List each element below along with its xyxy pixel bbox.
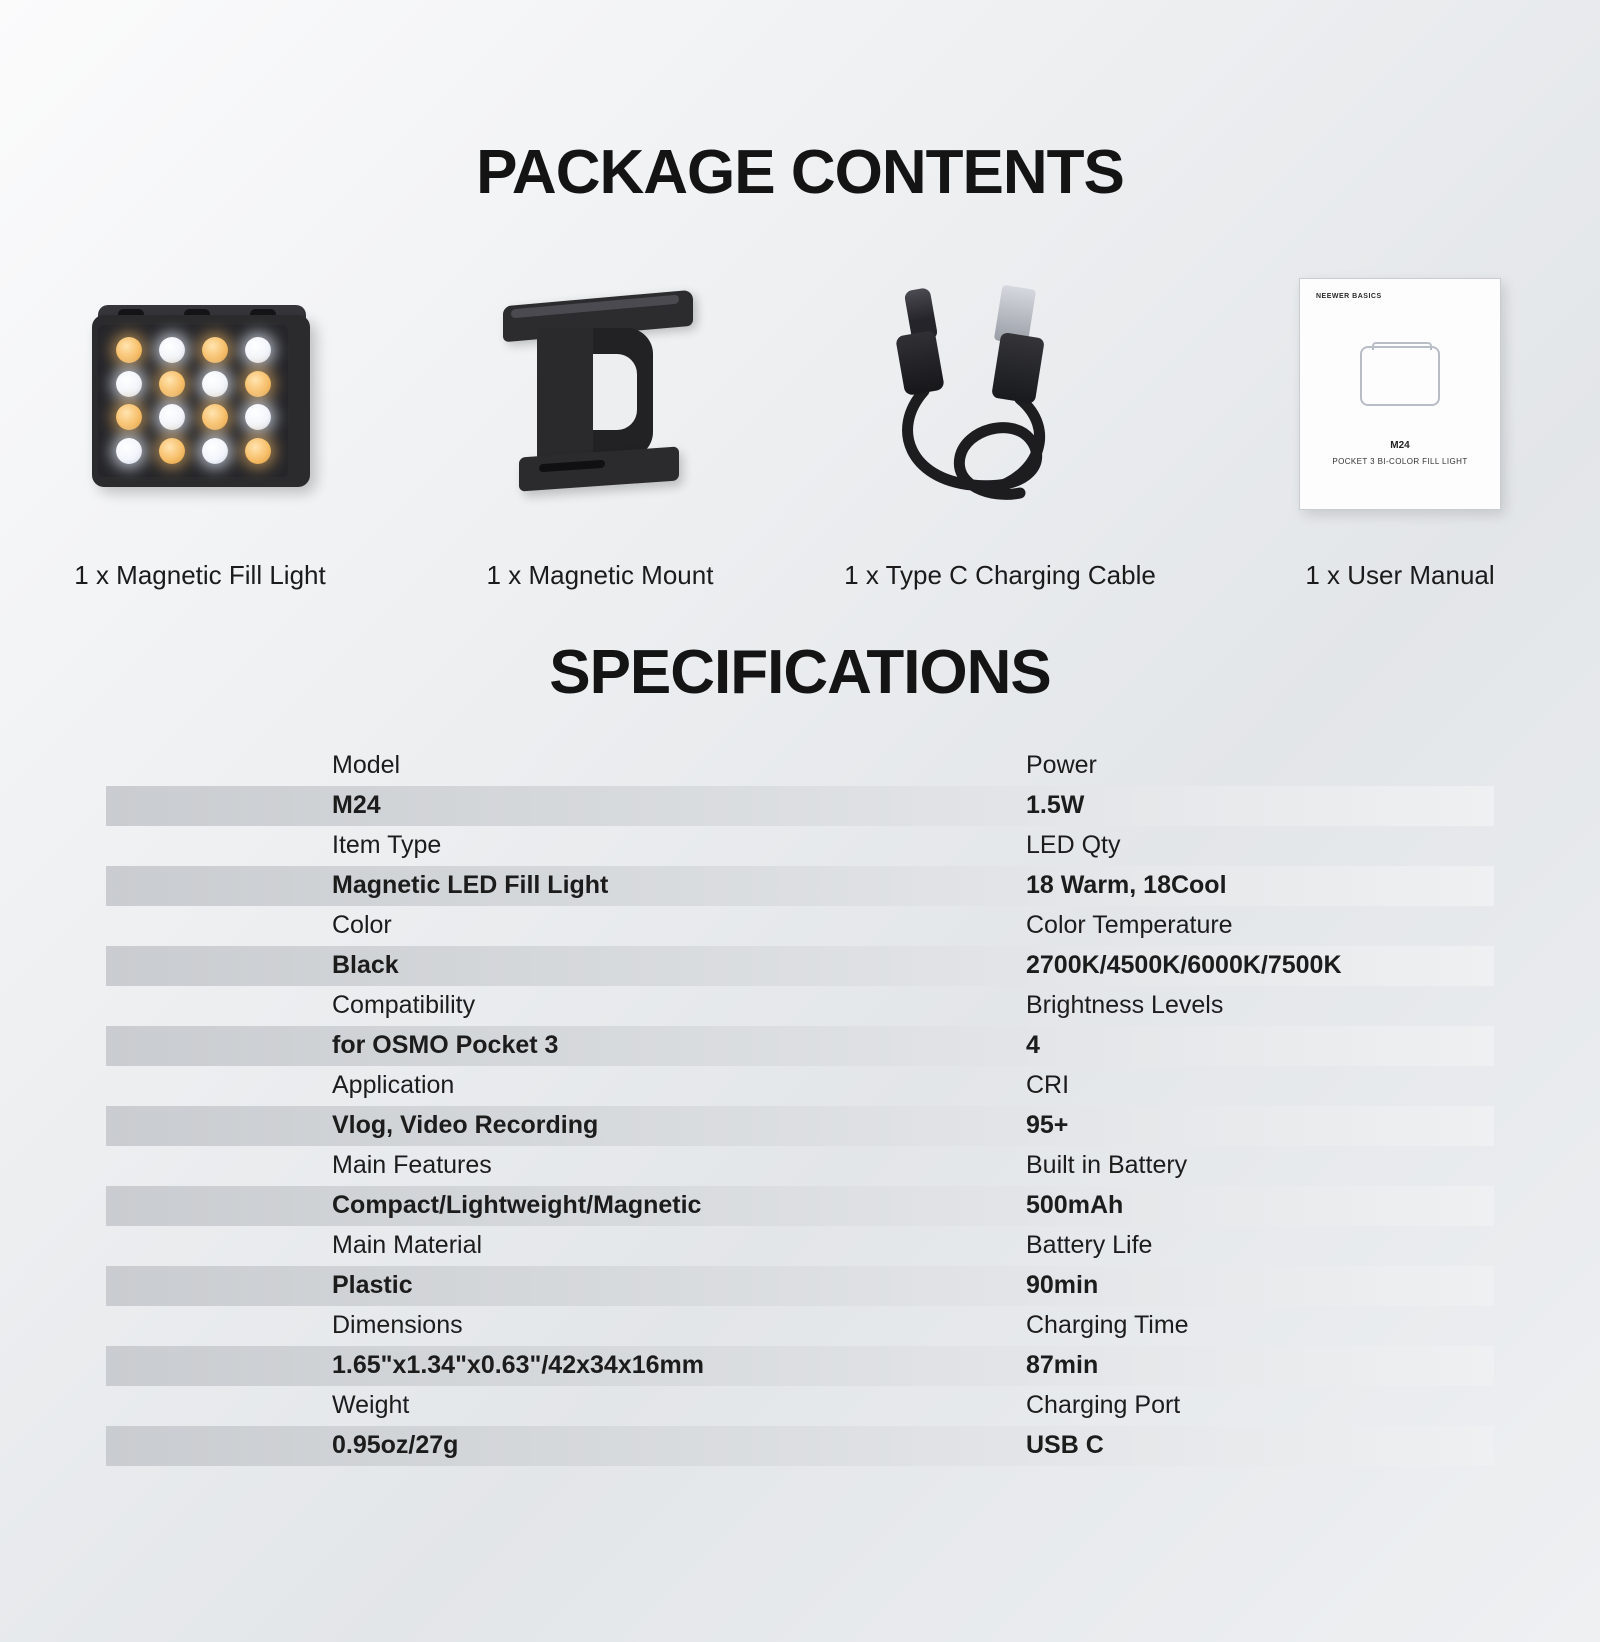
spec-value-right: 18 Warm, 18Cool	[1026, 871, 1227, 900]
magnetic-mount-icon	[400, 264, 800, 524]
usb-c-cable-icon	[800, 264, 1200, 524]
spec-label-left: Compatibility	[332, 991, 476, 1020]
spec-label-row	[106, 1226, 1494, 1266]
spec-label-right: Battery Life	[1026, 1231, 1153, 1260]
manual-device-illustration	[1360, 346, 1440, 406]
led-fill-light-icon	[0, 264, 400, 524]
spec-value-right: USB C	[1026, 1431, 1104, 1460]
spec-label-left: Dimensions	[332, 1311, 463, 1340]
spec-label-left: Main Features	[332, 1151, 492, 1180]
spec-label-row	[106, 1386, 1494, 1426]
spec-value-left: Magnetic LED Fill Light	[332, 871, 609, 900]
spec-label-row	[106, 1306, 1494, 1346]
package-item-magnetic-mount	[400, 264, 800, 591]
spec-label-right: LED Qty	[1026, 831, 1121, 860]
spec-label-right: Charging Port	[1026, 1391, 1181, 1420]
spec-value-right: 95+	[1026, 1111, 1069, 1140]
spec-label-right: CRI	[1026, 1071, 1070, 1100]
package-item-charging-cable	[800, 264, 1200, 591]
spec-value-row	[106, 1426, 1494, 1466]
spec-value-row	[106, 866, 1494, 906]
spec-value-row	[106, 1106, 1494, 1146]
package-item-fill-light	[0, 264, 400, 591]
spec-value-right: 4	[1026, 1031, 1040, 1060]
spec-label-row	[106, 1146, 1494, 1186]
package-item-label: 1 x User Manual	[1305, 559, 1495, 590]
spec-value-row	[106, 1026, 1494, 1066]
spec-value-left: for OSMO Pocket 3	[332, 1031, 559, 1060]
package-item-user-manual	[1200, 264, 1600, 591]
package-contents-row	[0, 264, 1600, 591]
spec-label-left: Item Type	[332, 831, 442, 860]
spec-label-row	[106, 906, 1494, 946]
spec-label-row	[106, 1066, 1494, 1106]
spec-label-left: Application	[332, 1071, 455, 1100]
spec-value-left: M24	[332, 791, 381, 820]
spec-label-left: Color	[332, 911, 392, 940]
spec-label-row	[106, 986, 1494, 1026]
spec-label-row	[106, 746, 1494, 786]
package-item-label: 1 x Magnetic Mount	[486, 559, 714, 590]
spec-label-left: Main Material	[332, 1231, 483, 1260]
spec-value-row	[106, 1186, 1494, 1226]
spec-value-left: Compact/Lightweight/Magnetic	[332, 1191, 702, 1220]
spec-value-row	[106, 946, 1494, 986]
package-item-label: 1 x Magnetic Fill Light	[74, 559, 326, 590]
spec-label-left: Weight	[332, 1391, 410, 1420]
spec-value-row	[106, 786, 1494, 826]
spec-value-left: Vlog, Video Recording	[332, 1111, 599, 1140]
spec-value-right: 90min	[1026, 1271, 1099, 1300]
spec-value-left: 0.95oz/27g	[332, 1431, 459, 1460]
spec-label-left: Model	[332, 751, 401, 780]
spec-value-row	[106, 1266, 1494, 1306]
user-manual-icon	[1200, 264, 1600, 524]
manual-brand-text: NEEWER BASICS	[1316, 292, 1382, 300]
spec-value-right: 87min	[1026, 1351, 1099, 1380]
spec-label-right: Brightness Levels	[1026, 991, 1224, 1020]
spec-value-left: Black	[332, 951, 399, 980]
spec-label-right: Built in Battery	[1026, 1151, 1188, 1180]
spec-label-right: Color Temperature	[1026, 911, 1233, 940]
manual-subtitle-text: POCKET 3 BI-COLOR FILL LIGHT	[1332, 456, 1468, 466]
specifications-table	[106, 746, 1494, 1466]
spec-label-row	[106, 826, 1494, 866]
spec-value-right: 2700K/4500K/6000K/7500K	[1026, 951, 1342, 980]
spec-value-row	[106, 1346, 1494, 1386]
spec-label-right: Power	[1026, 751, 1097, 780]
page-title-specifications: SPECIFICATIONS	[549, 638, 1051, 708]
spec-value-left: Plastic	[332, 1271, 413, 1300]
spec-label-right: Charging Time	[1026, 1311, 1189, 1340]
spec-value-right: 500mAh	[1026, 1191, 1124, 1220]
spec-value-left: 1.65"x1.34"x0.63"/42x34x16mm	[332, 1351, 704, 1380]
spec-value-right: 1.5W	[1026, 791, 1085, 820]
package-item-label: 1 x Type C Charging Cable	[844, 559, 1156, 590]
page-title-package-contents: PACKAGE CONTENTS	[476, 137, 1124, 207]
manual-model-text: M24	[1390, 439, 1410, 451]
